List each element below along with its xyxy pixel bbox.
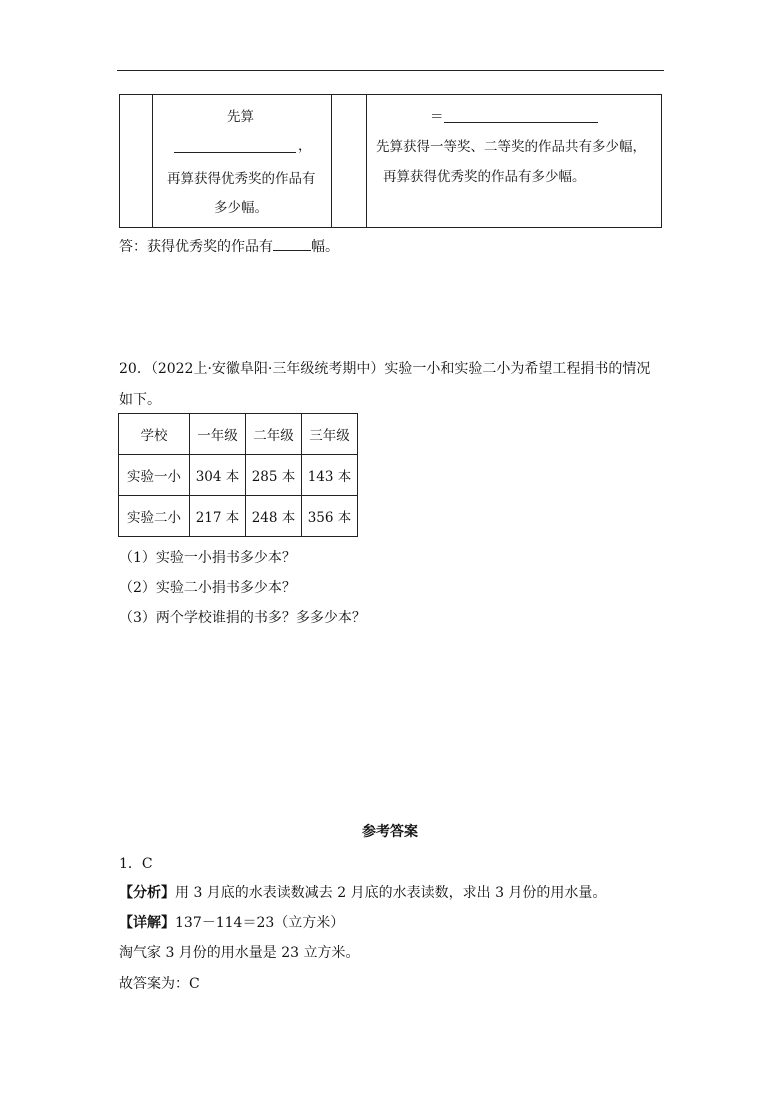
result-line: 淘气家 3 月份的用水量是 23 立方米。 — [119, 945, 360, 961]
table-header-cell: 学校 — [119, 414, 190, 455]
right-cell-eq: ＝ — [430, 109, 444, 125]
right-cell-blank — [444, 122, 598, 123]
table-cell: 217 本 — [190, 496, 246, 537]
box-divider — [366, 95, 367, 227]
sub-question-1: （1）实验一小捐书多少本？ — [119, 550, 296, 566]
answer-line — [119, 236, 339, 256]
table-cell: 356 本 — [302, 496, 358, 537]
left-cell-line4: 多少幅。 — [214, 200, 268, 216]
right-cell-line2: 先算获得一等奖、二等奖的作品共有多少幅， — [376, 139, 646, 155]
answer-suffix: 幅。 — [311, 239, 339, 255]
table-header-row — [119, 414, 358, 455]
table-cell: 143 本 — [302, 455, 358, 496]
table-cell: 248 本 — [246, 496, 302, 537]
final-answer: 故答案为：C — [119, 976, 200, 992]
table-row — [119, 455, 358, 496]
question-20-stem: 20．（2022上·安徽阜阳·三年级统考期中）实验一小和实验二小为希望工程捐书的情况 — [119, 361, 651, 377]
table-cell: 实验二小 — [119, 496, 190, 537]
analysis-tag: 【分析】 — [119, 885, 175, 901]
sub-question-2: （2）实验二小捐书多少本？ — [119, 580, 296, 596]
box-divider — [152, 95, 153, 227]
table-cell: 实验一小 — [119, 455, 190, 496]
box-divider — [331, 95, 332, 227]
table-cell: 285 本 — [246, 455, 302, 496]
answer-1: 1．C — [119, 856, 153, 872]
table-cell: 304 本 — [190, 455, 246, 496]
left-cell-line3: 再算获得优秀奖的作品有 — [167, 171, 316, 187]
detail-text: 137－114＝23（立方米） — [175, 915, 345, 931]
answer-prefix: 答：获得优秀奖的作品有 — [119, 239, 273, 255]
question-20-stem-cont: 如下。 — [119, 392, 161, 408]
right-cell-line3: 再算获得优秀奖的作品有多少幅。 — [383, 169, 586, 185]
answer-blank — [273, 238, 311, 251]
left-cell-line1: 先算 — [227, 109, 254, 125]
left-cell-blank — [174, 152, 296, 153]
analysis-text: 用 3 月底的水表读数减去 2 月底的水表读数，求出 3 月份的用水量。 — [175, 885, 607, 901]
answers-title: 参考答案 — [362, 824, 418, 840]
solution-box — [119, 94, 662, 228]
table-row — [119, 496, 358, 537]
donation-table — [118, 413, 358, 537]
table-header-cell: 一年级 — [190, 414, 246, 455]
sub-question-3: （3）两个学校谁捐的书多？多多少本？ — [119, 610, 366, 626]
table-header-cell: 二年级 — [246, 414, 302, 455]
detail-line — [119, 912, 344, 932]
left-cell-comma: ， — [298, 138, 312, 154]
analysis-line — [119, 882, 606, 902]
table-header-cell: 三年级 — [302, 414, 358, 455]
detail-tag: 【详解】 — [119, 915, 175, 931]
header-rule — [117, 70, 664, 71]
